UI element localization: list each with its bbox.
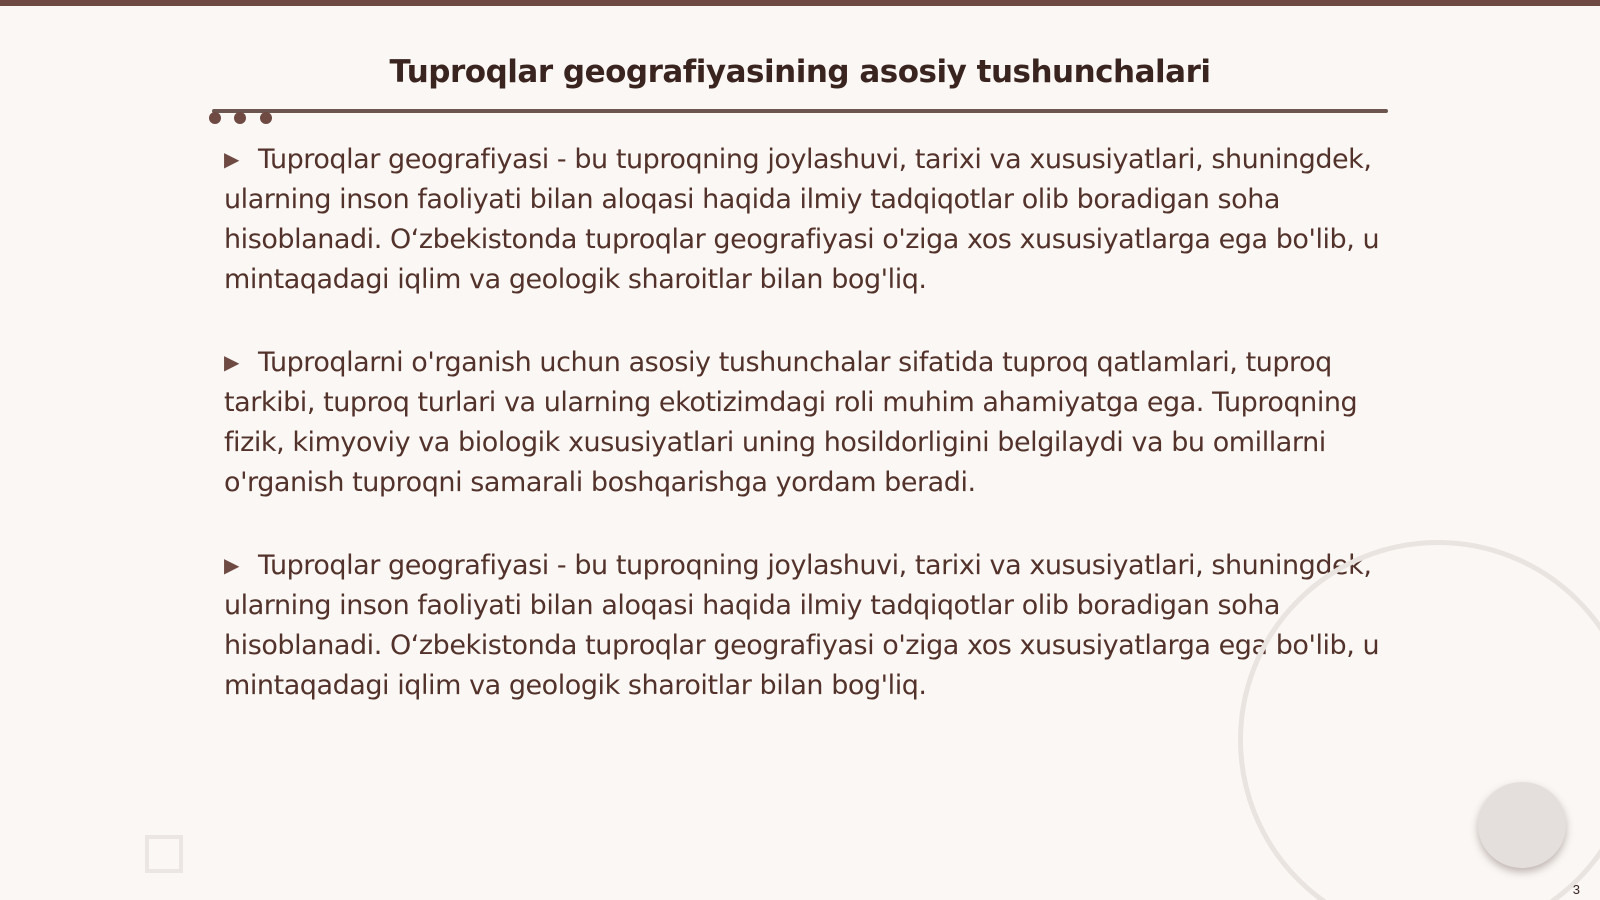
bullet-text: Tuproqlarni o'rganish uchun asosiy tushunchalar sifatida tuproq qatlamlari, tuproq tarkibi, tuproq turlari va ularning ekotizimdagi roli muhim ahamiyatga ega. Tuproqning fizik, kimyoviy va biologik xususiyatlari uning hosildorligini belgilaydi va bu omillarni o'rganish tuproqni samarali boshqarishga yordam beradi.	[224, 347, 1358, 498]
top-accent-bar	[0, 0, 1600, 6]
decorative-disc	[1478, 782, 1566, 868]
bullet-paragraph	[224, 139, 1384, 300]
bullet-paragraph	[224, 342, 1384, 503]
rule-dot-3	[260, 112, 272, 124]
bullet-paragraph	[224, 545, 1384, 706]
title-underline	[212, 109, 1388, 113]
bullet-text: Tuproqlar geografiyasi - bu tuproqning joylashuvi, tarixi va xususiyatlari, shuningdek, ularning inson faoliyati bilan aloqasi haqida ilmiy tadqiqotlar olib boradigan soha hisoblanadi. O‘zbekistonda tuproqlar geografiyasi o'ziga xos xususiyatlarga ega bo'lib, u mintaqadagi iqlim va geologik sharoitlar bilan bog'liq.	[224, 550, 1380, 701]
slide-title: Tuproqlar geografiyasining asosiy tushunchalari	[389, 54, 1211, 90]
triangle-bullet-icon: ▶	[224, 553, 239, 577]
bullet-list	[224, 139, 1384, 748]
rule-dot-1	[209, 112, 221, 124]
triangle-bullet-icon: ▶	[224, 147, 239, 171]
bullet-text: Tuproqlar geografiyasi - bu tuproqning joylashuvi, tarixi va xususiyatlari, shuningdek, ularning inson faoliyati bilan aloqasi haqida ilmiy tadqiqotlar olib boradigan soha hisoblanadi. O‘zbekistonda tuproqlar geografiyasi o'ziga xos xususiyatlarga ega bo'lib, u mintaqadagi iqlim va geologik sharoitlar bilan bog'liq.	[224, 144, 1380, 295]
page-number: 3	[1572, 882, 1580, 897]
rule-dot-2	[234, 112, 246, 124]
decorative-square	[145, 835, 183, 873]
triangle-bullet-icon: ▶	[224, 350, 239, 374]
